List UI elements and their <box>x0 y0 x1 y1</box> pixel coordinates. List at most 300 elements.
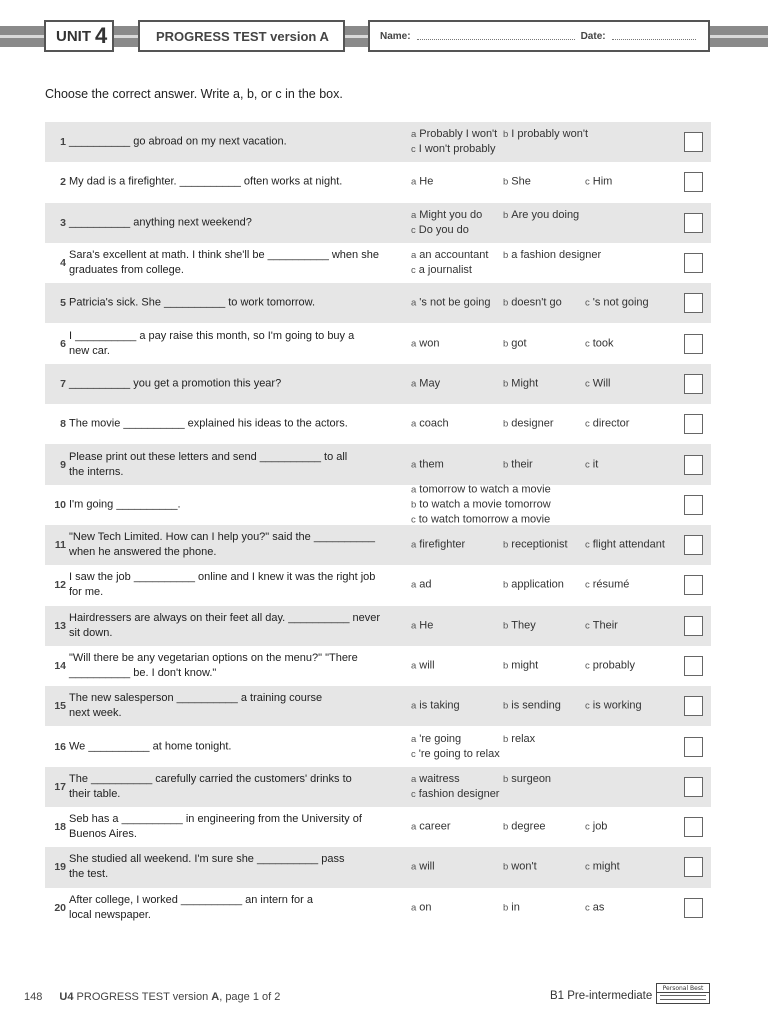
name-label: Name: <box>380 30 411 42</box>
option-line <box>411 860 681 875</box>
option-b <box>503 900 585 915</box>
question-row <box>45 283 711 323</box>
answer-box[interactable] <box>684 898 703 918</box>
test-title <box>138 20 345 52</box>
answer-options <box>411 376 681 391</box>
answer-box[interactable] <box>684 334 703 354</box>
option-text: They <box>511 619 536 632</box>
option-line <box>411 482 681 497</box>
option-text: won't <box>511 860 537 873</box>
option-a <box>411 860 503 875</box>
option-letter: c <box>585 297 590 309</box>
option-b <box>503 175 585 190</box>
option-text: Are you doing <box>511 208 580 221</box>
question-row <box>45 807 711 847</box>
question-number: 2 <box>60 176 66 189</box>
option-a <box>411 699 503 714</box>
question-text: I'm going __________. <box>69 498 181 511</box>
option-c <box>585 175 612 190</box>
option-letter: b <box>503 539 509 551</box>
question-text: I __________ a pay raise this month, so I'm going to buy a new car. <box>69 329 355 357</box>
logo-text: Personal Best <box>657 984 709 993</box>
option-c <box>411 142 495 157</box>
answer-options <box>411 732 681 762</box>
option-line <box>411 659 681 674</box>
option-letter: c <box>585 378 590 390</box>
option-text: He <box>419 175 434 188</box>
option-a <box>411 820 503 835</box>
question-number: 11 <box>54 539 66 552</box>
option-text: degree <box>511 820 546 833</box>
option-line <box>411 618 681 633</box>
option-text: coach <box>419 417 449 430</box>
question-text: She studied all weekend. I'm sure she __________ pass the test. <box>69 853 345 881</box>
option-b <box>503 820 585 835</box>
header-band <box>0 0 768 58</box>
date-label: Date: <box>580 30 606 42</box>
option-text: took <box>592 337 614 350</box>
option-b <box>503 376 585 391</box>
answer-box[interactable] <box>684 777 703 797</box>
option-text: 're going to relax <box>418 747 500 760</box>
option-letter: c <box>585 418 590 430</box>
option-letter: c <box>585 821 590 833</box>
option-a <box>411 248 503 263</box>
option-text: May <box>419 377 441 390</box>
option-line <box>411 175 681 190</box>
option-text: probably <box>592 659 635 672</box>
answer-box[interactable] <box>684 737 703 757</box>
option-letter: a <box>411 733 417 745</box>
option-b <box>503 732 535 747</box>
option-text: is sending <box>511 699 561 712</box>
question-row <box>45 323 711 363</box>
option-letter: a <box>411 484 417 496</box>
option-letter: a <box>411 773 417 785</box>
option-b <box>503 417 585 432</box>
option-letter: c <box>585 902 590 914</box>
option-line <box>411 732 681 747</box>
question-row <box>45 726 711 766</box>
question-row <box>45 122 711 162</box>
option-letter: a <box>411 378 417 390</box>
question-text: Patricia's sick. She __________ to work tomorrow. <box>69 296 316 309</box>
option-text: a journalist <box>418 264 472 277</box>
answer-box[interactable] <box>684 616 703 636</box>
answer-options <box>411 699 681 714</box>
option-text: as <box>592 901 605 914</box>
question-row <box>45 243 711 283</box>
question-row <box>45 203 711 243</box>
question-row <box>45 888 711 928</box>
option-letter: a <box>411 620 417 632</box>
answer-options <box>411 659 681 674</box>
option-line <box>411 263 681 278</box>
option-letter: c <box>585 579 590 591</box>
option-letter: c <box>411 144 416 156</box>
option-line <box>411 457 681 472</box>
option-text: 're going <box>419 732 462 745</box>
option-text: them <box>419 458 444 471</box>
answer-options <box>411 772 681 802</box>
option-text: job <box>592 820 608 833</box>
option-text: Might <box>511 377 539 390</box>
answer-options <box>411 417 681 432</box>
option-letter: b <box>503 338 509 350</box>
option-text: I probably won't <box>511 128 588 141</box>
question-row <box>45 444 711 484</box>
option-letter: b <box>503 579 509 591</box>
answer-box[interactable] <box>684 817 703 837</box>
option-letter: b <box>503 418 509 430</box>
answer-options <box>411 618 681 633</box>
option-line <box>411 336 681 351</box>
option-text: relax <box>511 732 536 745</box>
answer-options <box>411 127 681 157</box>
option-b <box>503 772 551 787</box>
answer-box[interactable] <box>684 455 703 475</box>
question-number: 6 <box>60 337 66 350</box>
question-row <box>45 485 711 525</box>
option-letter: b <box>503 733 509 745</box>
option-text: to watch a movie tomorrow <box>419 498 551 511</box>
option-b <box>503 457 585 472</box>
answer-box[interactable] <box>684 535 703 555</box>
option-text: Their <box>592 619 618 632</box>
option-letter: b <box>503 176 509 188</box>
option-text: résumé <box>592 578 630 591</box>
answer-options <box>411 208 681 238</box>
option-text: an accountant <box>419 249 489 262</box>
option-b <box>503 538 585 553</box>
unit-number: 4 <box>95 23 108 48</box>
option-text: director <box>592 417 630 430</box>
option-c <box>411 223 469 238</box>
option-text: application <box>511 578 564 591</box>
footer-version: A <box>211 991 220 1003</box>
question-row <box>45 646 711 686</box>
question-number: 12 <box>54 579 66 592</box>
question-number: 14 <box>54 660 66 672</box>
test-title-text: PROGRESS TEST version A <box>156 28 329 44</box>
answer-box[interactable] <box>684 696 703 716</box>
option-c <box>411 787 499 802</box>
question-number: 17 <box>54 780 66 793</box>
option-text: Do you do <box>418 223 469 236</box>
question-list <box>45 122 711 928</box>
question-number: 8 <box>60 418 66 431</box>
answer-box[interactable] <box>684 414 703 434</box>
option-letter: b <box>503 821 509 833</box>
question-row <box>45 686 711 726</box>
option-letter: b <box>503 902 509 914</box>
footer-test-name: PROGRESS TEST version <box>76 991 209 1003</box>
question-number: 7 <box>60 377 66 390</box>
question-row <box>45 767 711 807</box>
option-text: surgeon <box>511 772 552 785</box>
option-text: tomorrow to watch a movie <box>419 483 551 496</box>
option-letter: c <box>411 514 416 526</box>
option-letter: c <box>585 620 590 632</box>
question-text: __________ anything next weekend? <box>69 216 252 229</box>
question-number: 4 <box>60 257 66 270</box>
option-c <box>585 820 607 835</box>
answer-options <box>411 296 681 311</box>
answer-options <box>411 457 681 472</box>
option-c <box>585 538 665 553</box>
option-b <box>503 248 601 263</box>
option-b <box>503 336 585 351</box>
question-text: My dad is a firefighter. __________ often works at night. <box>69 175 343 188</box>
option-line <box>411 772 681 787</box>
answer-options <box>411 860 681 875</box>
option-letter: c <box>585 539 590 551</box>
option-text: Will <box>592 377 611 390</box>
question-text: Seb has a __________ in engineering from the University of Buenos Aires. <box>69 813 362 841</box>
option-letter: a <box>411 539 417 551</box>
option-line <box>411 747 681 762</box>
logo-bars <box>660 995 706 1000</box>
option-line <box>411 208 681 223</box>
footer-page-info: , page 1 of 2 <box>219 991 281 1003</box>
answer-options <box>411 820 681 835</box>
option-line <box>411 699 681 714</box>
option-text: waitress <box>419 772 460 785</box>
question-row <box>45 162 711 202</box>
answer-box[interactable] <box>684 857 703 877</box>
question-number: 15 <box>54 700 66 713</box>
question-text: The movie __________ explained his ideas to the actors. <box>69 417 348 430</box>
instruction: Choose the correct answer. Write a, b, or c in the box. <box>45 87 343 101</box>
option-b <box>503 578 585 593</box>
option-c <box>585 417 629 432</box>
option-letter: c <box>585 700 590 712</box>
option-b <box>503 296 585 311</box>
option-letter: c <box>411 748 416 760</box>
option-text: won <box>419 337 440 350</box>
answer-options <box>411 900 681 915</box>
personal-best-logo <box>656 983 710 1004</box>
question-text: The new salesperson __________ a training course next week. <box>69 692 323 720</box>
option-letter: c <box>411 265 416 277</box>
question-text: After college, I worked __________ an intern for a local newspaper. <box>69 893 313 921</box>
option-text: 's not be going <box>419 296 491 309</box>
option-line <box>411 417 681 432</box>
answer-options <box>411 578 681 593</box>
option-text: Him <box>592 175 613 188</box>
option-letter: a <box>411 660 417 672</box>
option-text: is working <box>592 699 642 712</box>
option-line <box>411 787 681 802</box>
option-text: doesn't go <box>511 296 562 309</box>
option-letter: a <box>411 861 417 873</box>
option-letter: a <box>411 129 417 141</box>
option-line <box>411 142 681 157</box>
option-a <box>411 417 503 432</box>
question-row <box>45 404 711 444</box>
option-a <box>411 208 503 223</box>
option-letter: b <box>503 297 509 309</box>
option-letter: c <box>585 459 590 471</box>
answer-box[interactable] <box>684 374 703 394</box>
option-text: Might you do <box>419 208 483 221</box>
option-c <box>585 659 635 674</box>
question-row <box>45 606 711 646</box>
page-number: 148 <box>24 991 43 1003</box>
option-text: career <box>419 820 451 833</box>
option-b <box>411 497 551 512</box>
option-text: ad <box>419 578 432 591</box>
option-a <box>411 175 503 190</box>
question-number: 1 <box>60 136 66 149</box>
option-letter: c <box>585 861 590 873</box>
option-c <box>585 336 614 351</box>
option-letter: b <box>503 773 509 785</box>
question-number: 10 <box>54 498 66 511</box>
option-a <box>411 127 503 142</box>
option-letter: b <box>503 129 509 141</box>
question-text: __________ go abroad on my next vacation. <box>69 135 287 148</box>
answer-box[interactable] <box>684 575 703 595</box>
option-text: might <box>592 860 620 873</box>
option-a <box>411 376 503 391</box>
name-date-box <box>368 20 710 52</box>
option-b <box>503 699 585 714</box>
option-letter: a <box>411 176 417 188</box>
option-text: She <box>511 175 531 188</box>
option-letter: b <box>503 209 509 221</box>
option-b <box>503 860 585 875</box>
option-a <box>411 578 503 593</box>
question-row <box>45 364 711 404</box>
option-text: in <box>511 901 520 914</box>
option-c <box>585 618 618 633</box>
option-text: might <box>511 659 539 672</box>
option-letter: a <box>411 459 417 471</box>
option-letter: c <box>585 338 590 350</box>
option-line <box>411 497 681 512</box>
option-text: will <box>419 860 435 873</box>
option-letter: c <box>585 176 590 188</box>
option-c <box>585 900 604 915</box>
option-letter: a <box>411 297 417 309</box>
option-text: a fashion designer <box>511 249 602 262</box>
option-letter: a <box>411 902 417 914</box>
option-b <box>503 618 585 633</box>
option-c <box>585 296 649 311</box>
level-label: B1 Pre-intermediate <box>550 990 653 1002</box>
name-field[interactable] <box>417 32 575 40</box>
question-number: 9 <box>60 458 66 471</box>
question-number: 16 <box>54 740 66 753</box>
option-letter: b <box>503 700 509 712</box>
option-line <box>411 127 681 142</box>
answer-options <box>411 336 681 351</box>
answer-box[interactable] <box>684 293 703 313</box>
question-text: We __________ at home tonight. <box>69 740 232 753</box>
question-text: Sara's excellent at math. I think she'll be __________ when she graduates from college. <box>69 249 379 277</box>
option-text: fashion designer <box>418 787 500 800</box>
answer-box[interactable] <box>684 495 703 515</box>
option-a <box>411 336 503 351</box>
option-c <box>585 699 642 714</box>
question-number: 19 <box>54 861 66 874</box>
option-a <box>411 457 503 472</box>
option-text: designer <box>511 417 554 430</box>
option-text: their <box>511 458 533 471</box>
question-number: 3 <box>60 216 66 229</box>
question-text: __________ you get a promotion this year? <box>69 377 282 390</box>
question-row <box>45 847 711 887</box>
option-line <box>411 538 681 553</box>
option-text: He <box>419 619 434 632</box>
option-line <box>411 578 681 593</box>
option-letter: a <box>411 209 417 221</box>
unit-label: UNIT <box>56 27 91 45</box>
option-text: is taking <box>419 699 460 712</box>
option-letter: c <box>585 660 590 672</box>
option-b <box>503 208 579 223</box>
option-text: firefighter <box>419 538 466 551</box>
option-text: it <box>592 458 599 471</box>
option-letter: b <box>503 378 509 390</box>
option-b <box>503 659 585 674</box>
option-letter: c <box>411 788 416 800</box>
option-a <box>411 732 503 747</box>
option-text: I won't probably <box>418 143 496 156</box>
answer-options <box>411 538 681 553</box>
option-line <box>411 376 681 391</box>
option-text: receptionist <box>511 538 568 551</box>
option-text: will <box>419 659 435 672</box>
option-a <box>411 482 551 497</box>
option-letter: a <box>411 579 417 591</box>
option-line <box>411 223 681 238</box>
answer-box[interactable] <box>684 172 703 192</box>
option-c <box>411 263 472 278</box>
option-letter: a <box>411 700 417 712</box>
option-line <box>411 820 681 835</box>
answer-box[interactable] <box>684 656 703 676</box>
answer-options <box>411 175 681 190</box>
option-a <box>411 772 503 787</box>
option-letter: b <box>411 499 417 511</box>
option-letter: b <box>503 861 509 873</box>
question-number: 5 <box>60 297 66 310</box>
question-row <box>45 565 711 605</box>
option-c <box>411 747 500 762</box>
option-letter: b <box>503 620 509 632</box>
option-text: on <box>419 901 432 914</box>
date-field[interactable] <box>612 32 696 40</box>
option-a <box>411 659 503 674</box>
answer-options <box>411 248 681 278</box>
option-line <box>411 248 681 263</box>
answer-box[interactable] <box>684 253 703 273</box>
option-letter: b <box>503 250 509 262</box>
option-letter: b <box>503 660 509 672</box>
answer-box[interactable] <box>684 132 703 152</box>
option-a <box>411 538 503 553</box>
answer-box[interactable] <box>684 213 703 233</box>
option-c <box>585 376 610 391</box>
question-text: "Will there be any vegetarian options on the menu?" "There __________ be. I don't know." <box>69 652 358 679</box>
question-text: I saw the job __________ online and I knew it was the right job for me. <box>69 571 376 599</box>
option-letter: a <box>411 338 417 350</box>
question-text: Hairdressers are always on their feet all day. __________ never sit down. <box>69 611 381 639</box>
option-text: to watch tomorrow a movie <box>418 513 551 526</box>
option-letter: c <box>411 224 416 236</box>
